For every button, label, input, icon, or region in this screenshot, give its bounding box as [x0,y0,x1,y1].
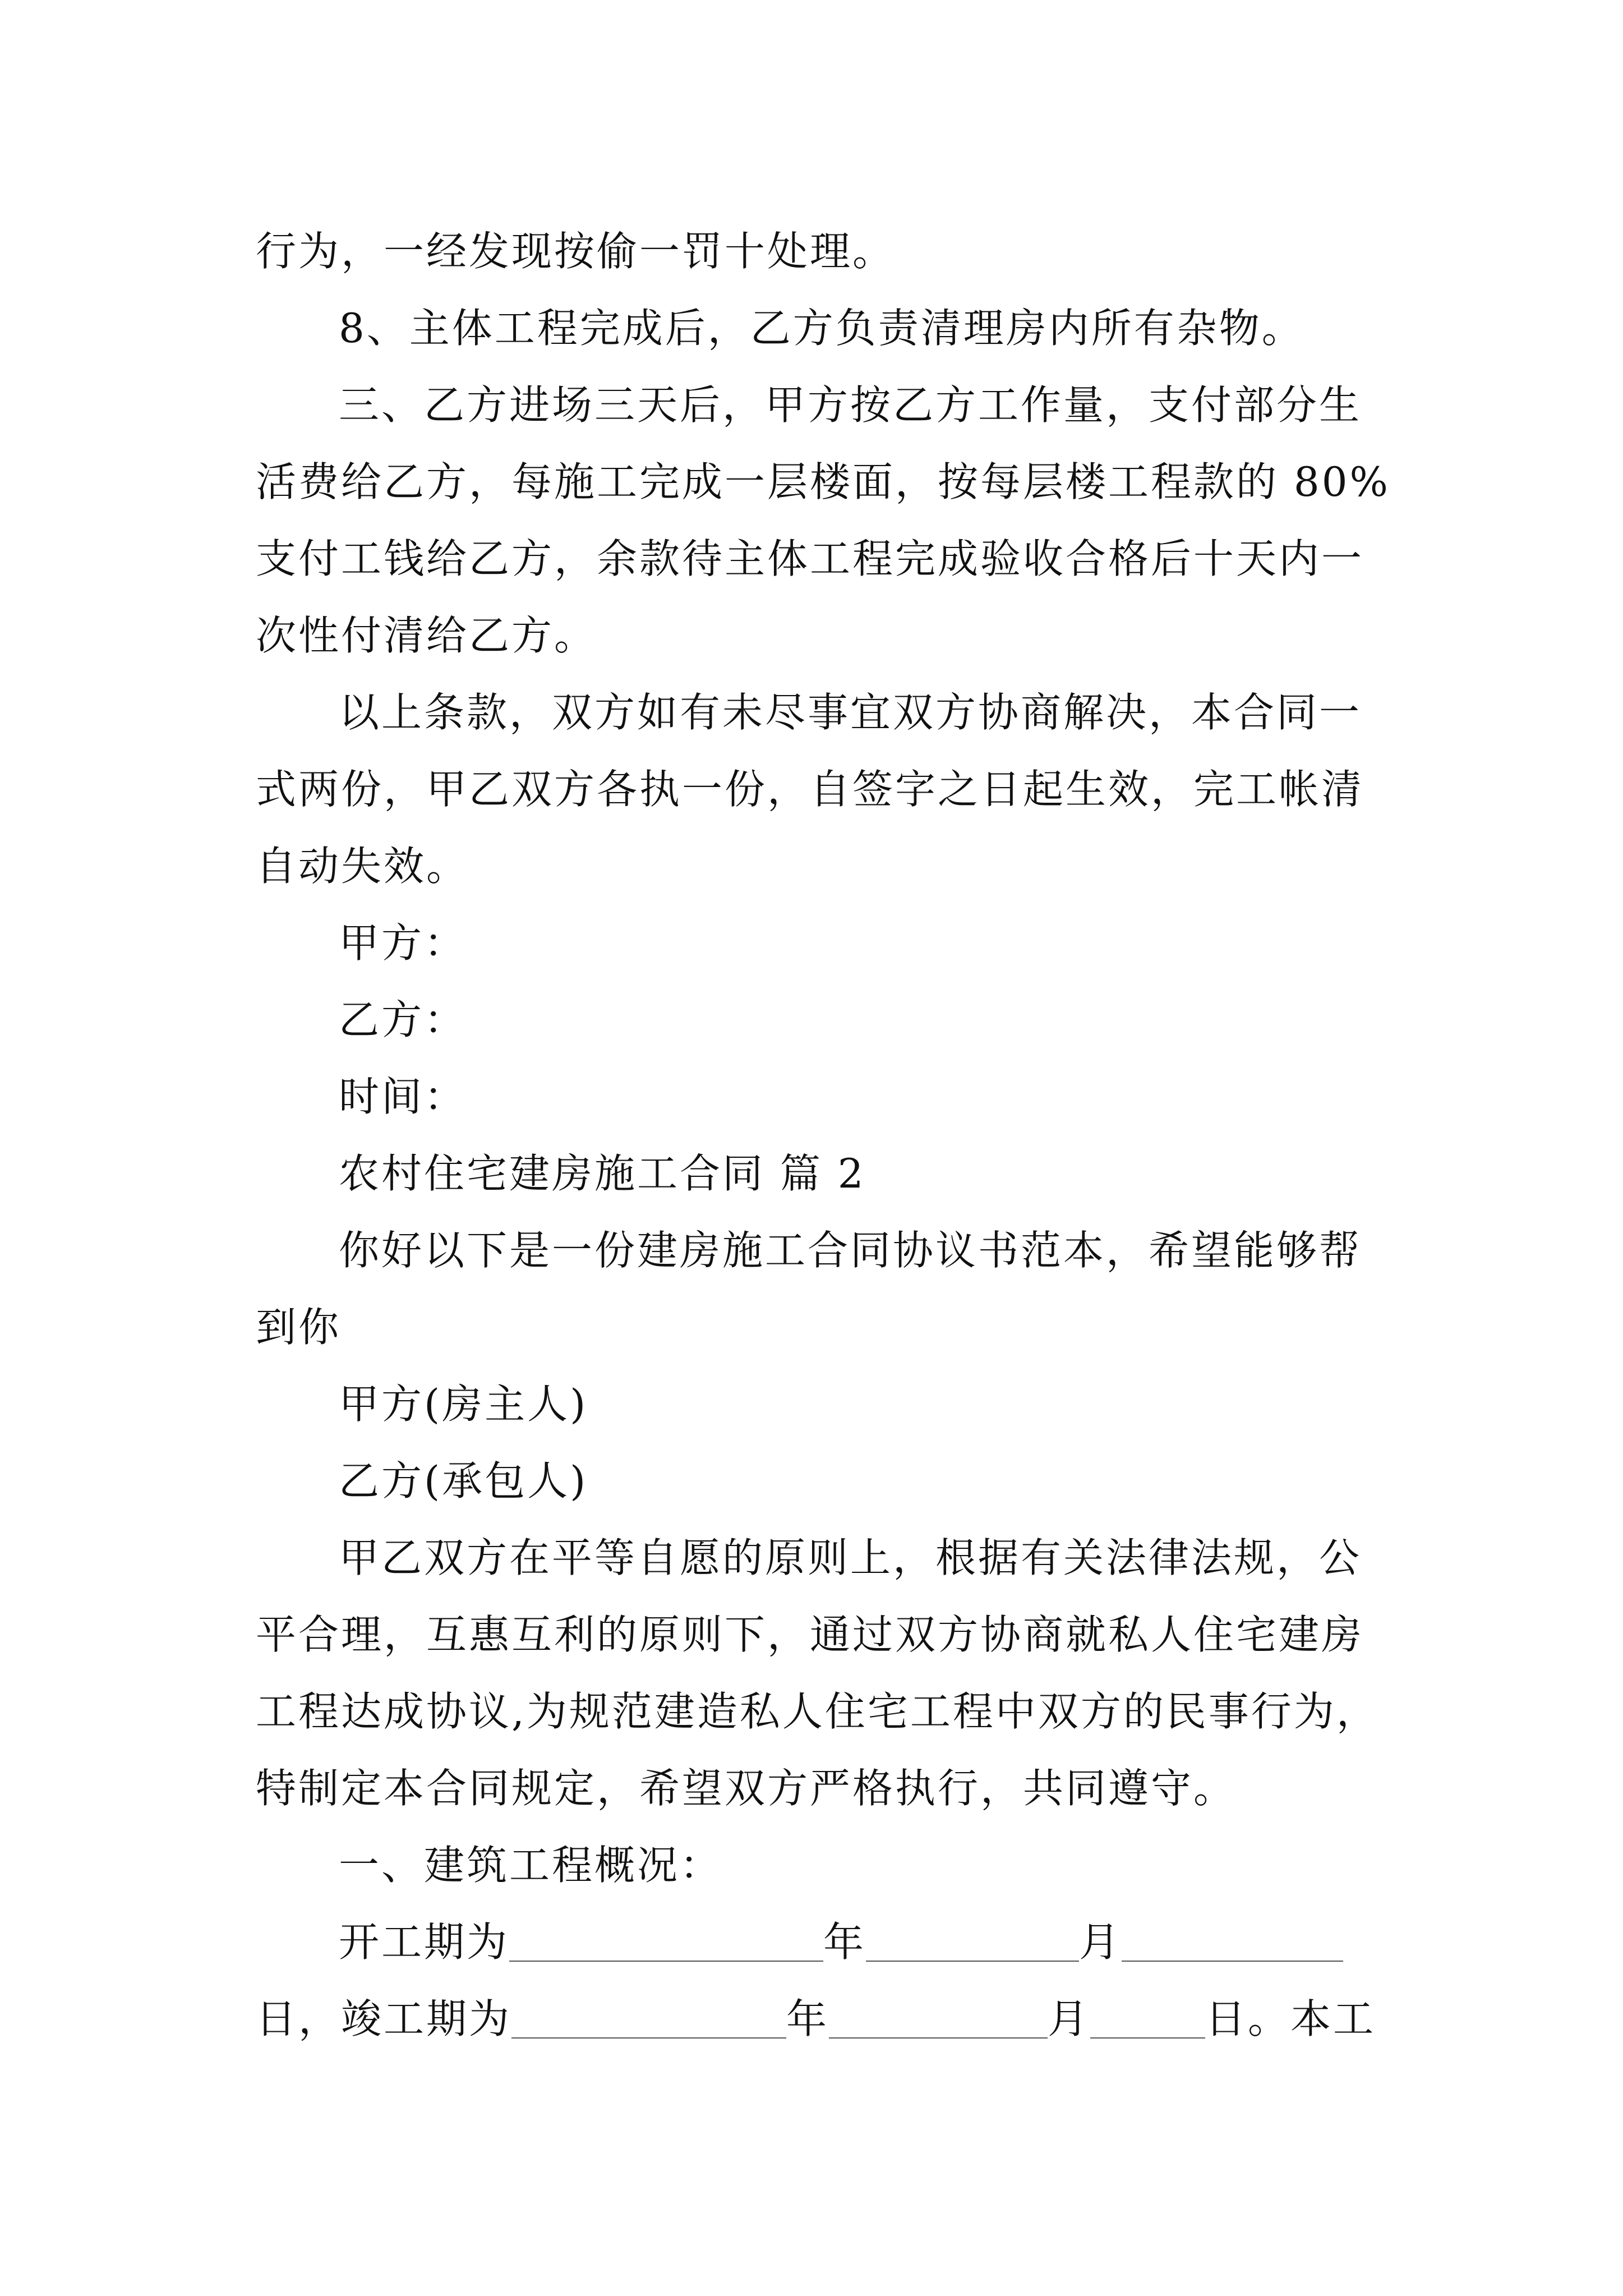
terms-line-3: 自动失效。 [256,843,469,890]
year-label: 年 [786,1995,829,2042]
year-label: 年 [823,1918,866,1966]
party-b-contractor: 乙方(承包人) [339,1457,588,1504]
date-signature-label: 时间： [339,1073,467,1120]
section-1-heading: 一、建筑工程概况： [339,1842,723,1889]
agreement-line-2: 平合理，互惠互利的原则下，通过双方协商就私人住宅建房 [256,1611,1364,1658]
end-year-blank[interactable] [511,1993,786,2039]
end-date-label: 日，竣工期为 [256,1995,512,2042]
intro-line-2: 到你 [256,1304,342,1351]
section-3-line-2: 活费给乙方，每施工完成一层楼面，按每层楼工程款的 80% [256,458,1390,505]
intro-line-1: 你好以下是一份建房施工合同协议书范本，希望能够帮 [339,1227,1362,1274]
start-day-blank[interactable] [1122,1916,1343,1962]
agreement-line-3: 工程达成协议,为规范建造私人住宅工程中双方的民事行为， [256,1688,1379,1735]
document-body [256,213,1390,2058]
section-3-line-1: 三、乙方进场三天后，甲方按乙方工作量，支付部分生 [339,381,1362,429]
start-date-label: 开工期为 [339,1918,510,1966]
party-a-signature-label: 甲方： [339,919,467,967]
paragraph-line: 行为，一经发现按偷一罚十处理。 [256,228,896,275]
agreement-line-1: 甲乙双方在平等自愿的原则上，根据有关法律法规，公 [339,1534,1362,1581]
clause-8: 8、主体工程完成后，乙方负责清理房内所有杂物。 [339,305,1304,352]
party-a-owner: 甲方(房主人) [339,1381,588,1428]
terms-line-2: 式两份，甲乙双方各执一份，自签字之日起生效，完工帐清 [256,766,1364,813]
party-b-signature-label: 乙方： [339,996,467,1043]
day-suffix: 日。本工 [1205,1995,1376,2042]
start-year-blank[interactable] [509,1916,823,1962]
month-label: 月 [1079,1918,1122,1966]
month-label: 月 [1048,1995,1091,2042]
section-3-line-3: 支付工钱给乙方，余款待主体工程完成验收合格后十天内一 [256,535,1364,582]
end-day-blank[interactable] [1090,1993,1205,2039]
end-month-blank[interactable] [829,1993,1048,2039]
terms-line-1: 以上条款，双方如有未尽事宜双方协商解决，本合同一 [339,689,1362,736]
start-date-line [256,1904,1384,1981]
section-3-line-4: 次性付清给乙方。 [256,612,597,659]
agreement-line-4: 特制定本合同规定，希望双方严格执行，共同遵守。 [256,1765,1237,1812]
section-title: 农村住宅建房施工合同 篇 2 [339,1150,866,1197]
end-date-line [256,1981,1384,2058]
start-month-blank[interactable] [866,1916,1079,1962]
